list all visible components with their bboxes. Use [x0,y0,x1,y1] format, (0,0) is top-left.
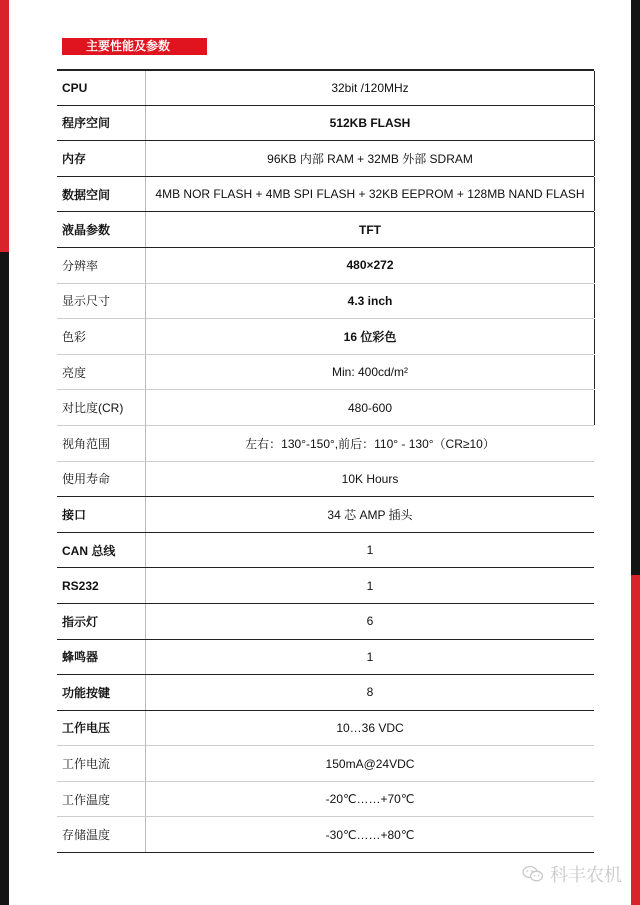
wechat-icon [522,865,544,883]
table-row [57,176,594,212]
table-row [57,781,594,817]
table-row [57,140,594,176]
table-row [57,603,594,639]
table-right-border [594,284,595,319]
table-row [57,69,594,105]
row-label: 工作温度 [62,792,111,807]
row-value: Min: 400cd/m² [145,355,594,390]
row-label: 程序空间 [62,116,111,131]
row-value: 16 位彩色 [145,319,594,354]
row-label: 蜂鸣器 [62,650,99,665]
row-value: 96KB 内部 RAM + 32MB 外部 SDRAM [145,141,594,176]
row-value: -30℃……+80℃ [145,817,594,852]
row-label: 使用寿命 [62,472,111,487]
section-title: 主要性能及参数 [62,38,207,55]
left-red-bar [0,0,9,252]
table-row [57,389,594,425]
table-row [57,745,594,781]
row-value: 34 芯 AMP 插头 [145,497,594,532]
table-right-border [594,390,595,425]
table-right-border [594,106,595,141]
table-row [57,461,594,497]
row-label: 显示尺寸 [62,294,111,309]
row-value: 4MB NOR FLASH + 4MB SPI FLASH + 32KB EEPROM + 128MB NAND FLASH [145,177,594,212]
row-value: 150mA@24VDC [145,746,594,781]
table-right-border [594,71,595,105]
row-label: 数据空间 [62,187,111,202]
row-value: 1 [145,640,594,675]
row-label: 工作电流 [62,757,111,772]
row-label: 指示灯 [62,614,99,629]
table-row [57,425,594,461]
table-row [57,532,594,568]
row-label: 存储温度 [62,828,111,843]
row-label: CAN 总线 [62,543,116,558]
table-row [57,283,594,319]
row-value: 512KB FLASH [145,106,594,141]
row-label: 分辨率 [62,258,99,273]
table-right-border [594,355,595,390]
row-value: -20℃……+70℃ [145,782,594,817]
row-label: 液晶参数 [62,223,111,238]
table-row [57,496,594,532]
row-value: 6 [145,604,594,639]
row-label: 接口 [62,507,87,522]
row-label: 对比度(CR) [62,401,124,416]
table-bottom-border [57,852,594,853]
row-value: 左右：130°-150°,前后：110° - 130°（CR≥10） [145,426,594,461]
table-row [57,105,594,141]
row-value: 32bit /120MHz [145,71,594,105]
table-right-border [594,212,595,247]
row-value: 4.3 inch [145,284,594,319]
row-label: 视角范围 [62,436,111,451]
watermark-text: 科丰农机 [550,865,622,885]
row-value: 8 [145,675,594,710]
row-value: 480-600 [145,390,594,425]
table-row [57,639,594,675]
table-row [57,211,594,247]
row-value: 480×272 [145,248,594,283]
row-label: 亮度 [62,365,87,380]
row-value: 1 [145,568,594,603]
table-row [57,247,594,283]
table-row [57,710,594,746]
table-row [57,674,594,710]
row-label: 内存 [62,151,87,166]
table-row [57,567,594,603]
table-right-border [594,248,595,283]
row-label: CPU [62,80,88,95]
right-red-bar [631,575,640,905]
row-label: 工作电压 [62,721,111,736]
spec-table [57,69,594,853]
table-right-border [594,319,595,354]
row-label: 色彩 [62,329,87,344]
row-value: TFT [145,212,594,247]
row-value: 10…36 VDC [145,711,594,746]
table-row [57,816,594,852]
row-value: 1 [145,533,594,568]
table-row [57,354,594,390]
row-label: 功能按键 [62,685,111,700]
table-row [57,318,594,354]
table-right-border [594,141,595,176]
right-black-bar [631,0,640,575]
watermark [522,861,622,887]
row-label: RS232 [62,578,99,593]
left-black-bar [0,252,9,905]
row-value: 10K Hours [145,462,594,497]
table-right-border [594,177,595,212]
